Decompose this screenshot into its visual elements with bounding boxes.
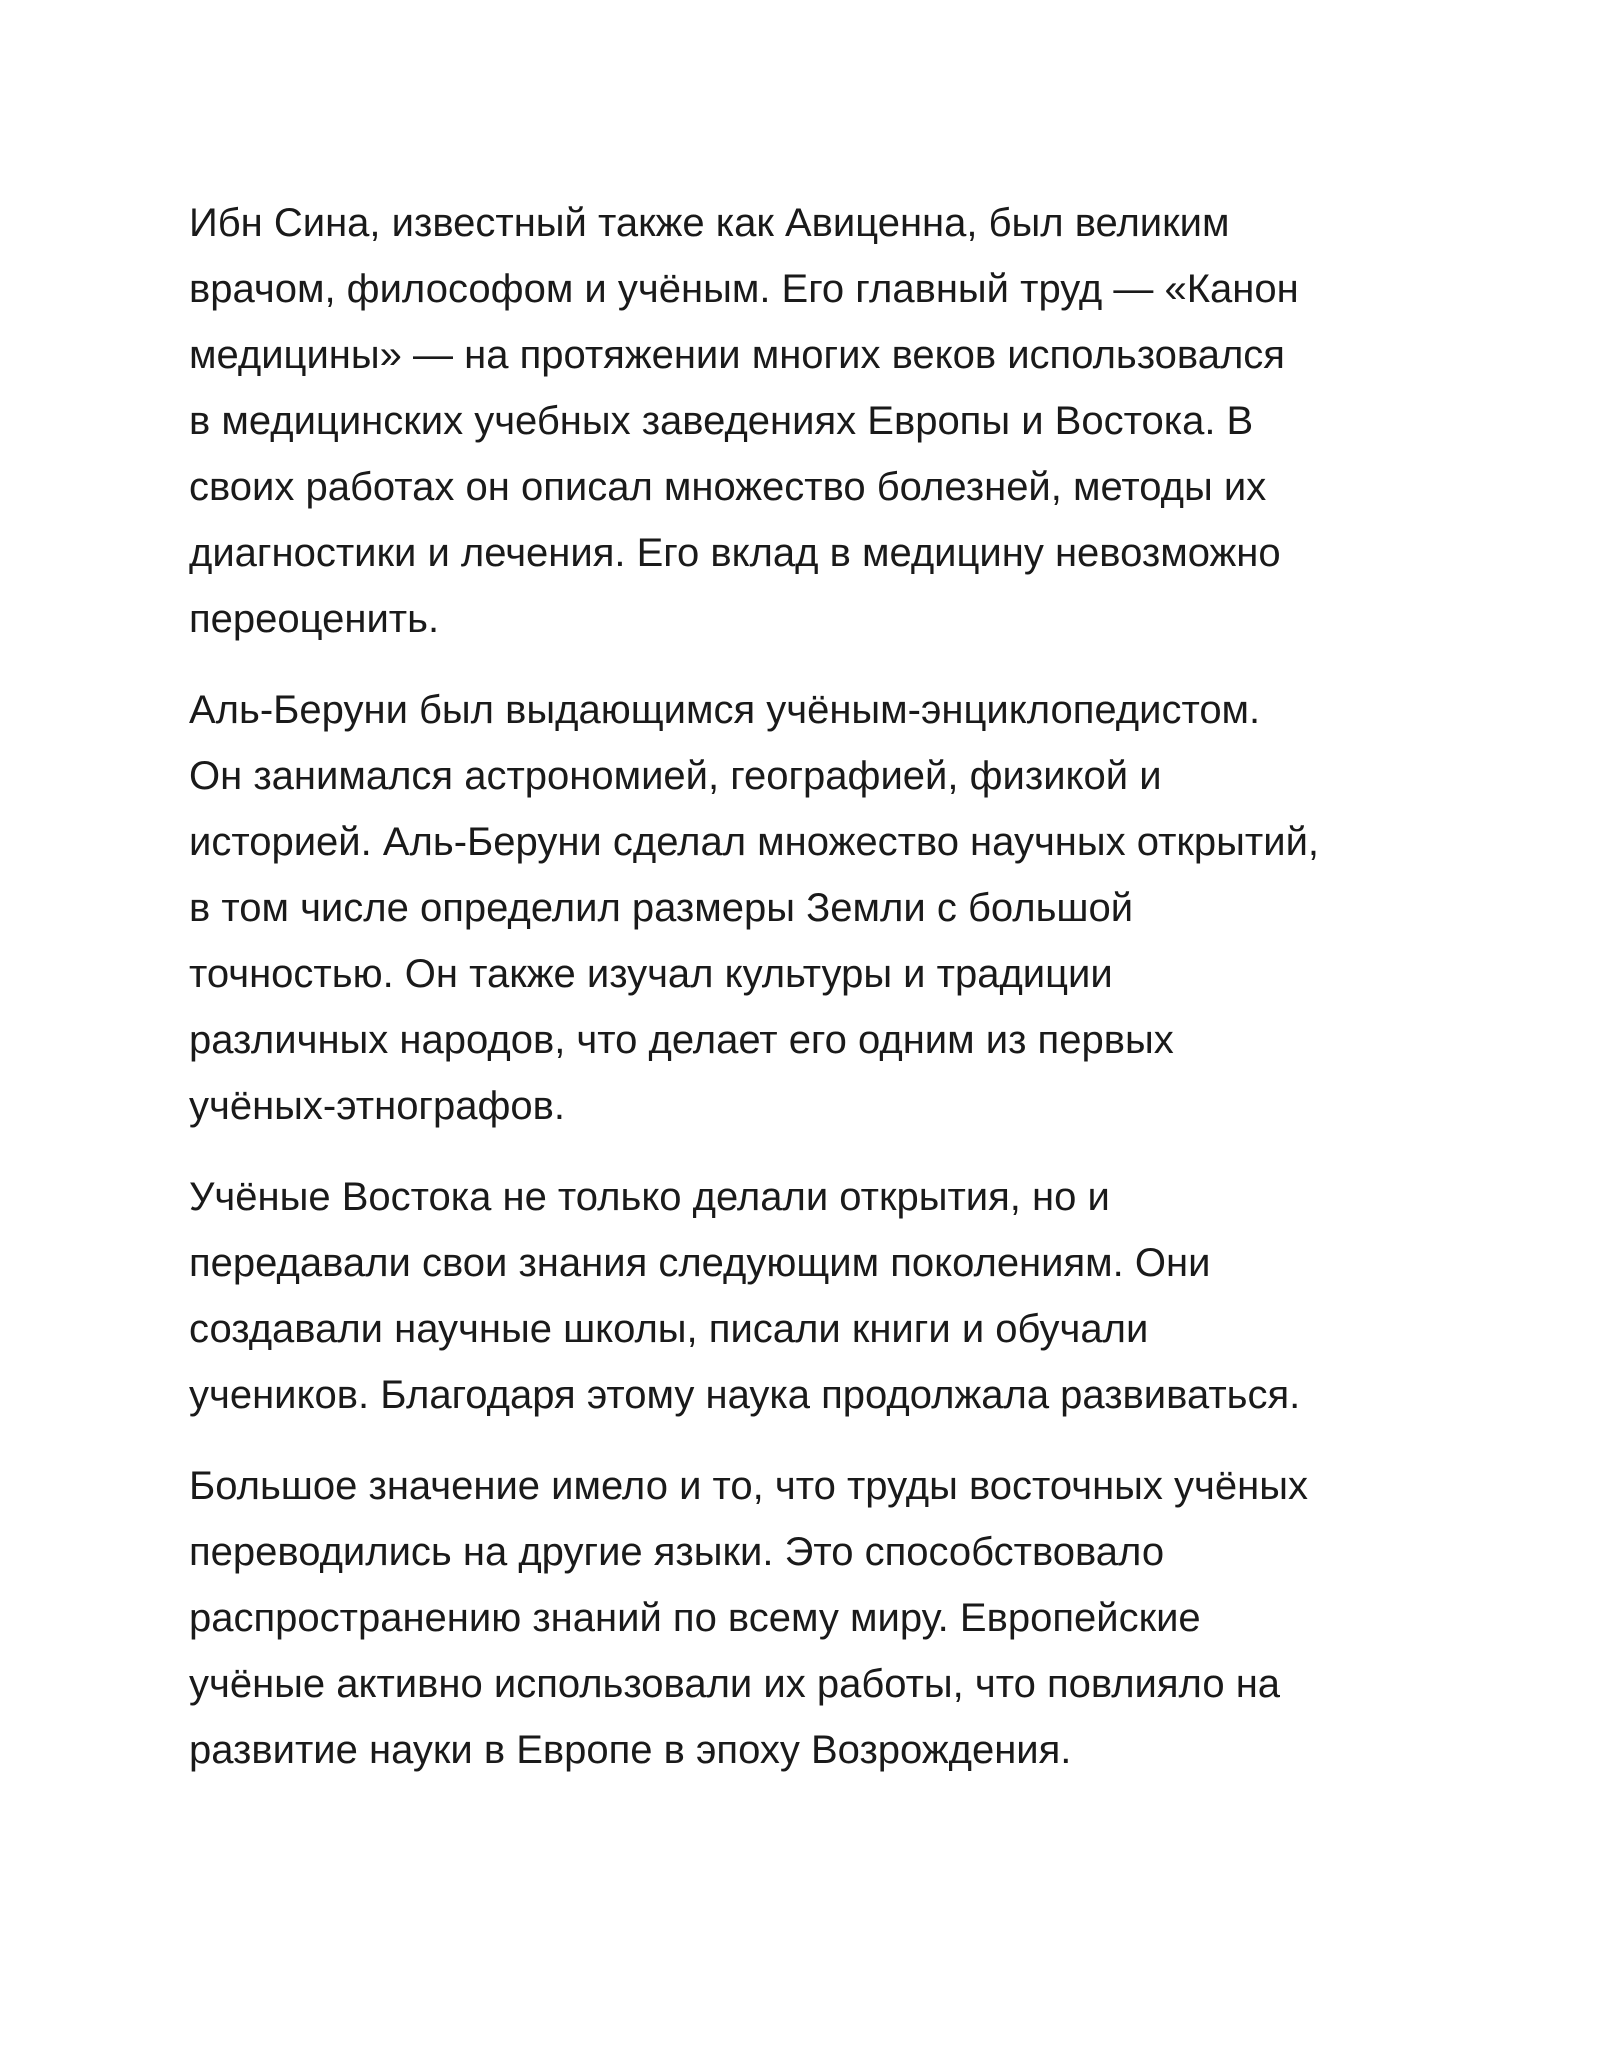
paragraph-al-biruni: Аль-Беруни был выдающимся учёным-энциклопедистом. Он занимался астрономией, географией, физикой и историей. Аль-Беруни сделал множество научных открытий, в том числе определил размеры Земли с большой точностью. Он также изучал культуры и традиции различных народов, что делает его одним из первых учёных-этнографов.	[189, 688, 1320, 1128]
paragraph-eastern-scholars: Учёные Востока не только делали открытия, но и передавали свои знания следующим поколениям. Они создавали научные школы, писали книги и обучали учеников. Благодаря этому наука продолжала развиваться.	[189, 1175, 1301, 1417]
document-body	[189, 190, 1439, 1808]
paragraph-ibn-sina: Ибн Сина, известный также как Авиценна, был великим врачом, философом и учёным. Его главный труд — «Канон медицины» — на протяжении многих веков использовался в медицинских учебных заведениях Европы и Востока. В своих работах он описал множество болезней, методы их диагностики и лечения. Его вклад в медицину невозможно переоценить.	[189, 201, 1299, 641]
paragraph-translations: Большое значение имело и то, что труды восточных учёных переводились на другие языки. Это способствовало распространению знаний по всему миру. Европейские учёные активно использовали их работы, что повлияло на развитие науки в Европе в эпоху Возрождения.	[189, 1464, 1308, 1772]
